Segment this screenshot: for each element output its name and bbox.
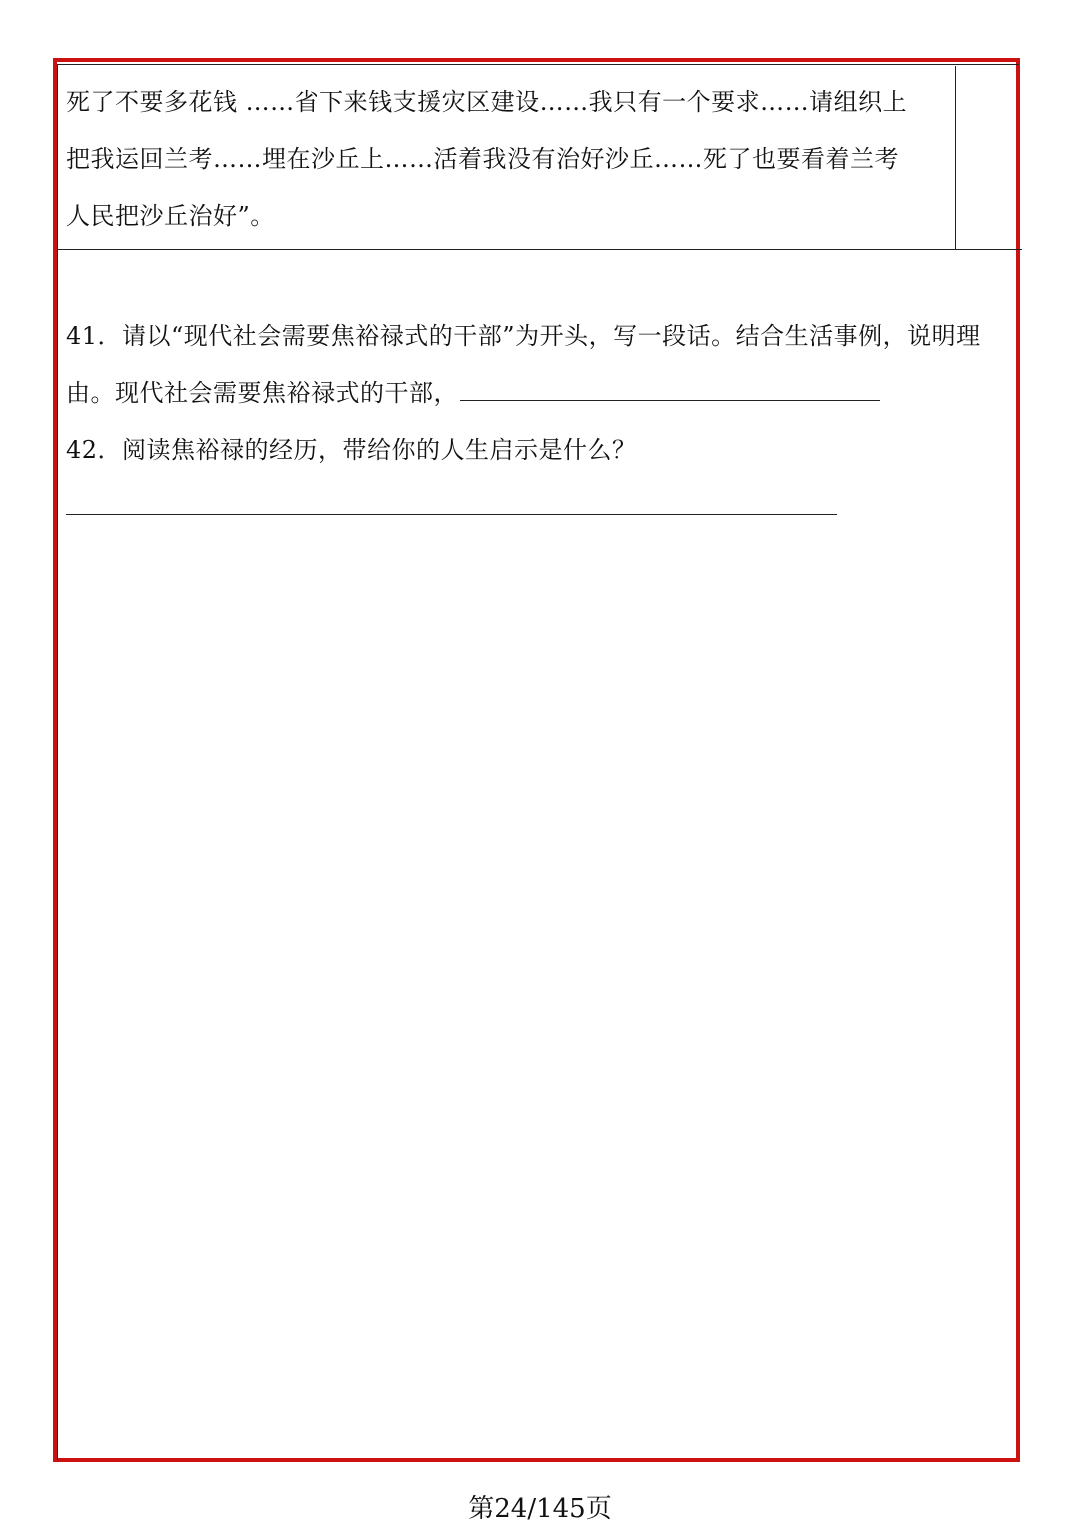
question-42-answer-blank[interactable] [66, 514, 837, 515]
question-41-prompt-tail: 由。现代社会需要焦裕禄式的干部， [66, 379, 458, 407]
question-41-answer-blank[interactable] [460, 378, 880, 401]
passage-line-1: 死了不要多花钱 ……省下来钱支援灾区建设……我只有一个要求……请组织上 [66, 88, 908, 116]
question-41-line-1: 41．请以“现代社会需要焦裕禄式的干部”为开头，写一段话。结合生活事例，说明理 [66, 322, 981, 350]
passage-line-3: 人民把沙丘治好”。 [66, 202, 275, 230]
question-42-line: 42．阅读焦裕禄的经历，带给你的人生启示是什么？ [66, 436, 637, 464]
question-41-line-2 [66, 378, 880, 408]
page-number: 第24/145页 [468, 1494, 612, 1524]
content-frame [57, 64, 1019, 1460]
passage-line-2: 把我运回兰考……埋在沙丘上……活着我没有治好沙丘……死了也要看着兰考 [66, 145, 899, 173]
passage-column-divider [955, 66, 956, 250]
